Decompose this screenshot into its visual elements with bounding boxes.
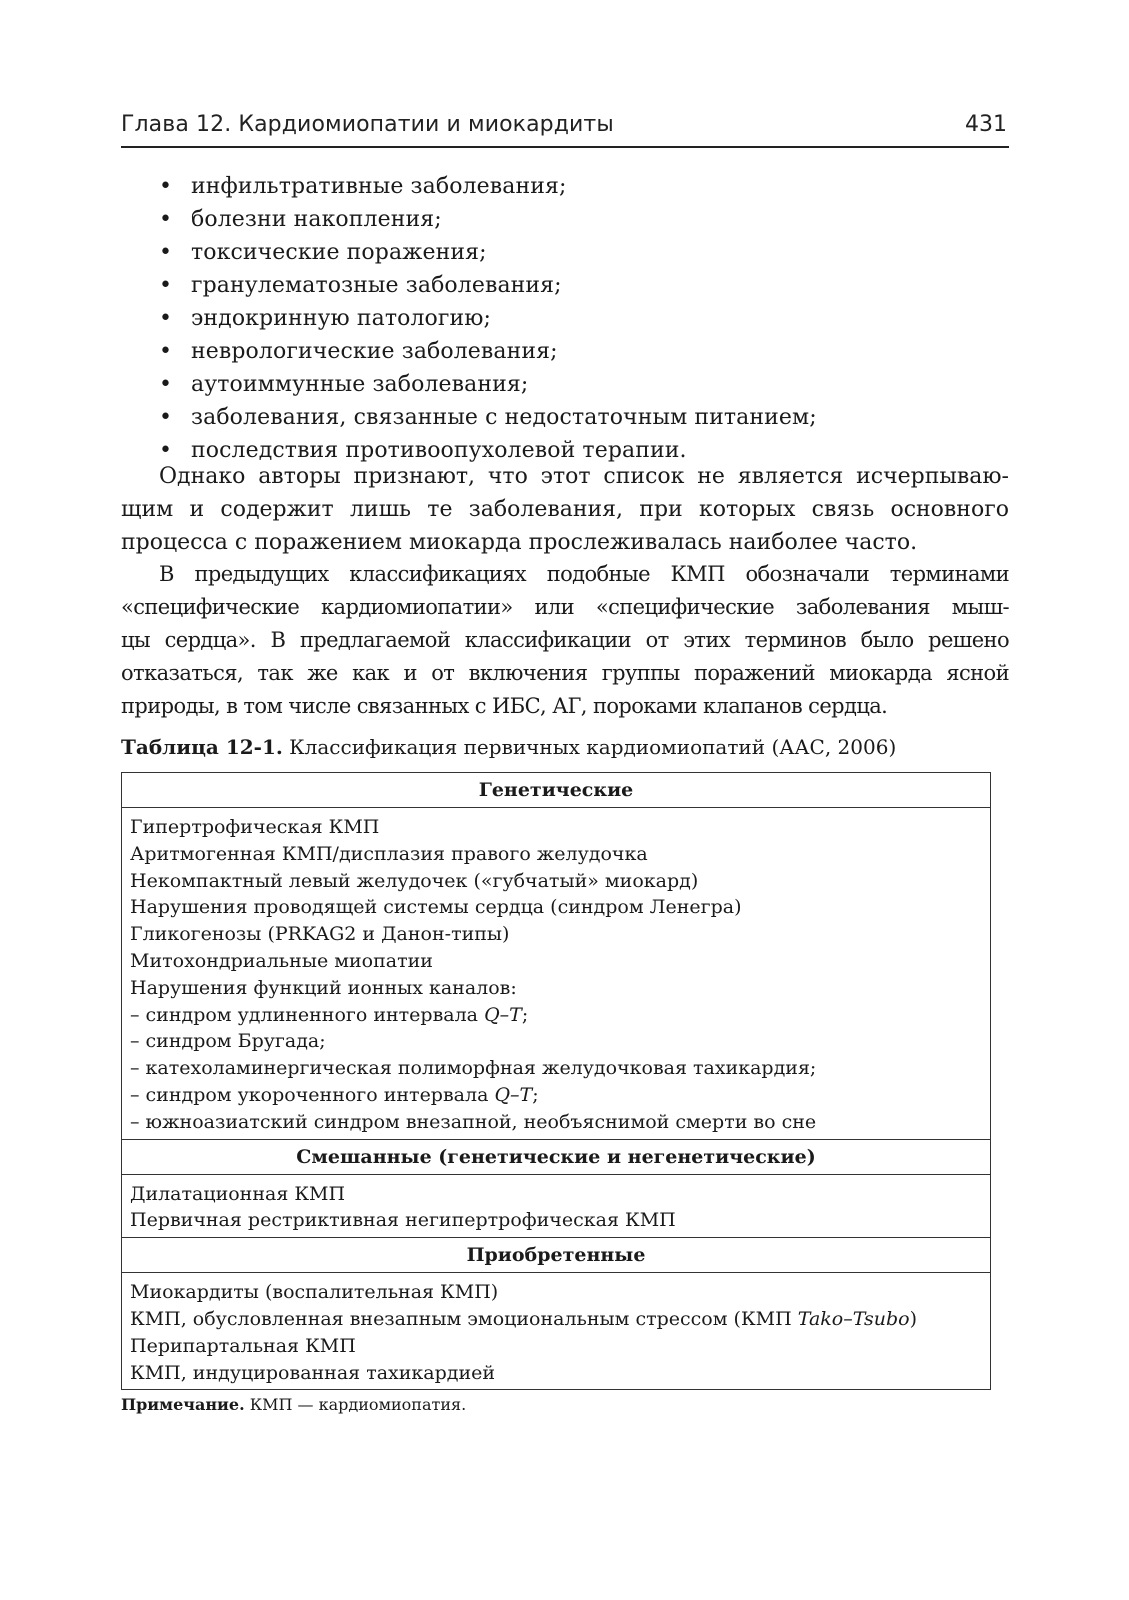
paragraph-line: процесса с поражением миокарда прослеживалась наиболее часто. xyxy=(121,530,918,555)
paragraph-line: цы сердца». В предлагаемой классификации от этих терминов было решено xyxy=(121,628,1009,652)
disease-list xyxy=(121,170,1009,467)
page-number: 431 xyxy=(965,112,1007,137)
table-row: – катехоламинергическая полиморфная желудочковая тахикардия; xyxy=(130,1057,817,1080)
bullet-icon: • xyxy=(159,372,173,397)
chapter-title: Глава 12. Кардиомиопатии и миокардиты xyxy=(121,112,614,137)
section-header-mixed: Смешанные (генетические и негенетические) xyxy=(122,1139,990,1174)
section-body-acquired xyxy=(122,1272,990,1389)
list-item: • болезни накопления; xyxy=(121,203,1009,236)
table-caption-label: Таблица 12-1. xyxy=(121,735,283,759)
table-row: Гипертрофическая КМП xyxy=(130,816,380,838)
running-header xyxy=(121,108,1009,148)
table-row: Митохондриальные миопатии xyxy=(130,949,433,972)
section-body-genetic xyxy=(122,807,990,1139)
table-row: Дилатационная КМП xyxy=(130,1182,346,1205)
table-row: Перипартальная КМП xyxy=(130,1334,356,1357)
list-item: • аутоиммунные заболевания; xyxy=(121,368,1009,401)
table-row: Некомпактный левый желудочек («губчатый» миокард) xyxy=(130,869,699,892)
paragraph-previous-classifications xyxy=(121,558,1009,723)
table-row: – южноазиатский синдром внезапной, необъяснимой смерти во сне xyxy=(130,1110,817,1133)
table-row: КМП, обусловленная внезапным эмоциональным стрессом (КМП Tako–Tsubo) xyxy=(130,1307,918,1330)
note-text: КМП — кардиомиопатия. xyxy=(244,1395,467,1414)
section-body-mixed xyxy=(122,1174,990,1238)
note-label: Примечание. xyxy=(121,1395,245,1414)
table-row: Первичная рестриктивная негипертрофическая КМП xyxy=(130,1209,676,1232)
table-row: Нарушения проводящей системы сердца (синдром Ленегра) xyxy=(130,896,742,919)
list-item: • токсические поражения; xyxy=(121,236,1009,269)
bullet-icon: • xyxy=(159,306,173,331)
list-item: • инфильтративные заболевания; xyxy=(121,170,1009,203)
table-row: Аритмогенная КМП/дисплазия правого желудочка xyxy=(130,842,648,865)
bullet-icon: • xyxy=(159,207,173,232)
table-row: – синдром удлиненного интервала Q–T; xyxy=(130,1003,529,1026)
bullet-icon: • xyxy=(159,240,173,265)
bullet-icon: • xyxy=(159,405,173,430)
paragraph-line: природы, в том числе связанных с ИБС, АГ, пороками клапанов сердца. xyxy=(121,694,888,718)
paragraph-authors-note xyxy=(121,460,1009,559)
list-item: • заболевания, связанные с недостаточным питанием; xyxy=(121,401,1009,434)
bullet-icon: • xyxy=(159,438,173,463)
table-row: Нарушения функций ионных каналов: xyxy=(130,976,517,999)
paragraph-line: «специфические кардиомиопатии» или «специфические заболевания мыш- xyxy=(121,595,1009,619)
table-row: – синдром Бругада; xyxy=(130,1030,326,1053)
section-header-genetic: Генетические xyxy=(478,779,634,801)
list-item: • гранулематозные заболевания; xyxy=(121,269,1009,302)
table-note xyxy=(121,1393,1009,1417)
bullet-icon: • xyxy=(159,339,173,364)
table-row: – синдром укороченного интервала Q–T; xyxy=(130,1083,539,1106)
paragraph-line: щим и содержит лишь те заболевания, при которых связь основного xyxy=(121,497,1009,522)
list-item: • последствия противоопухолевой терапии. xyxy=(121,434,1009,467)
bullet-icon: • xyxy=(159,273,173,298)
list-item: • эндокринную патологию; xyxy=(121,302,1009,335)
table-row: Гликогенозы (PRKAG2 и Данон-типы) xyxy=(130,923,510,946)
table-caption xyxy=(121,733,1009,761)
paragraph-line: В предыдущих классификациях подобные КМП обозначали терминами xyxy=(159,562,1009,586)
table-row: Миокардиты (воспалительная КМП) xyxy=(130,1281,499,1304)
list-item: • неврологические заболевания; xyxy=(121,335,1009,368)
table-row: КМП, индуцированная тахикардией xyxy=(130,1361,496,1384)
paragraph-line: Однако авторы признают, что этот список не является исчерпываю- xyxy=(159,464,1009,489)
paragraph-line: отказаться, так же как и от включения группы поражений миокарда ясной xyxy=(121,661,1009,685)
classification-table xyxy=(121,772,991,1390)
bullet-icon: • xyxy=(159,174,173,199)
section-header-acquired: Приобретенные xyxy=(122,1237,990,1272)
table-caption-text: Классификация первичных кардиомиопатий (ААС, 2006) xyxy=(282,735,897,759)
